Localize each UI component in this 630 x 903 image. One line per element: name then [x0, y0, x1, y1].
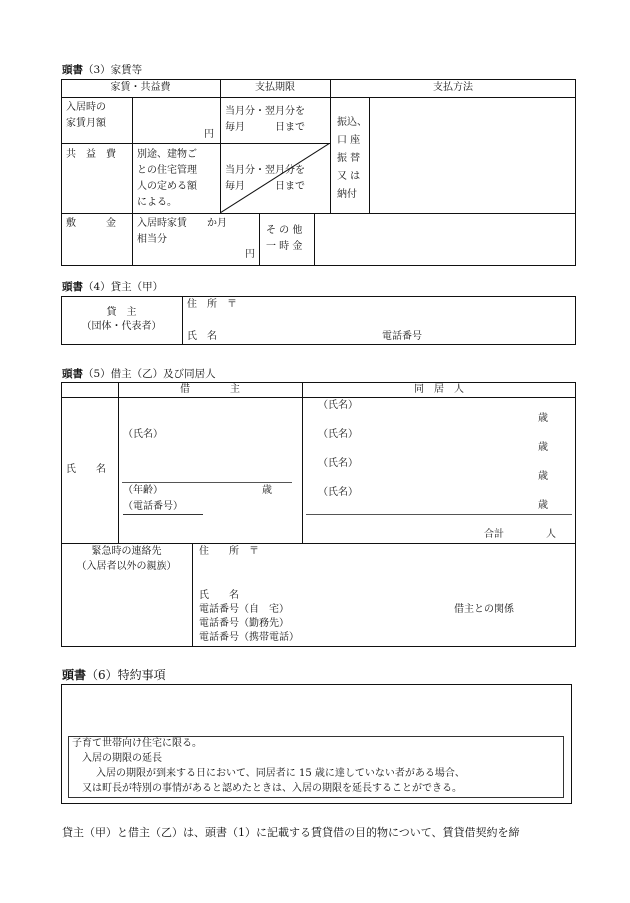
- method-text-1: 振込、: [337, 117, 367, 128]
- method-text-2: 口 座: [337, 135, 361, 146]
- cohabitant-age-unit: 歳: [538, 500, 548, 511]
- lessor-label-2: （団体・代表者）: [81, 321, 162, 332]
- section4-heading: 頭書（4）貸主（甲）: [62, 281, 164, 293]
- emergency-phone-mobile: 電話番号（携帯電話）: [199, 632, 299, 643]
- due-text-2: 毎月 日まで: [225, 122, 305, 133]
- emergency-contact-label: 緊急時の連絡先: [91, 546, 162, 557]
- special-term-line: 入居の期限の延長: [82, 753, 162, 764]
- cohabitant-name: （氏名）: [318, 400, 358, 411]
- other-fee-label-2: 一 時 金: [266, 241, 303, 252]
- total-unit: 人: [546, 529, 556, 540]
- special-term-line: 又は町長が特別の事情があると認めたときは、入居の期限を延長することができる。: [82, 783, 462, 794]
- cohabitant-name: （氏名）: [318, 458, 358, 469]
- common-fee-text-3: 人の定める額: [137, 181, 197, 192]
- section5-heading: 頭書（5）借主（乙）及び同居人: [62, 368, 216, 380]
- lessor-name: 氏 名: [187, 331, 217, 342]
- diagonal-line: [220, 143, 330, 213]
- lessor-address: 住 所 〒: [187, 299, 237, 310]
- common-fee-label: 共 益 費: [66, 149, 116, 160]
- due-text-1: 当月分・翌月分を: [225, 106, 305, 117]
- cohabitant-name: （氏名）: [318, 487, 358, 498]
- contract-intro-text: 貸主（甲）と借主（乙）は、頭書（1）に記載する賃貸借の目的物について、賃貸借契約を締: [62, 826, 520, 839]
- method-text-5: 納付: [337, 189, 357, 200]
- lessor-label: 貸 主: [106, 307, 137, 318]
- lessee-phone: （電話番号）: [123, 500, 203, 515]
- lessor-phone: 電話番号: [382, 331, 422, 342]
- col-lessee-header: 借 主: [180, 384, 240, 395]
- deposit-text-2: 相当分: [137, 234, 167, 245]
- rent-yen: 円: [204, 129, 214, 140]
- col-cohabitant-header: 同 居 人: [414, 384, 464, 395]
- common-fee-text-4: による。: [137, 197, 177, 208]
- due-text-4: 毎月 日まで: [225, 181, 305, 192]
- cohabitant-age-unit: 歳: [538, 413, 548, 424]
- special-term-line: 子育て世帯向け住宅に限る。: [72, 738, 202, 749]
- section6-heading: 頭書（6）特約事項: [62, 668, 166, 682]
- deposit-label: 敷 金: [66, 218, 116, 229]
- deposit-yen: 円: [245, 249, 255, 260]
- emergency-phone-work: 電話番号（勤務先）: [199, 618, 289, 629]
- other-fee-label: そ の 他: [266, 225, 303, 236]
- total-label: 合計: [484, 529, 504, 540]
- method-text-4: 又 は: [337, 171, 361, 182]
- common-fee-text: 別途、建物ご: [137, 149, 197, 160]
- cohabitant-name: （氏名）: [318, 429, 358, 440]
- emergency-name: 氏 名: [199, 590, 239, 601]
- lessee-age: （年齢）: [123, 485, 163, 496]
- cohabitant-age-unit: 歳: [538, 471, 548, 482]
- deposit-text: 入居時家賃 か月: [137, 218, 227, 229]
- cohabitant-age-unit: 歳: [538, 442, 548, 453]
- special-term-line: 入居の期限が到来する日において、同居者に 15 歳に達していない者がある場合、: [96, 768, 465, 779]
- lessee-name: （氏名）: [123, 429, 163, 440]
- emergency-contact-label-2: （入居者以外の親族）: [76, 561, 177, 572]
- name-row-label: 氏 名: [66, 464, 106, 475]
- common-fee-text-2: との住宅管理: [137, 165, 197, 176]
- col-due-header: 支払期限: [255, 82, 295, 93]
- emergency-phone-home: 電話番号（自 宅）: [199, 604, 289, 615]
- relation-label: 借主との関係: [454, 604, 514, 615]
- rent-label-2: 家賃月額: [66, 118, 106, 129]
- method-text-3: 振 替: [337, 153, 361, 164]
- col-rent-header: 家賃・共益費: [110, 82, 171, 93]
- rent-label: 入居時の: [66, 102, 106, 113]
- due-text-3: 当月分・翌月分を: [225, 165, 305, 176]
- section3-heading: 頭書（3）家賃等: [62, 64, 143, 76]
- col-method-header: 支払方法: [433, 82, 473, 93]
- lessee-age-unit: 歳: [262, 485, 272, 496]
- emergency-address: 住 所 〒: [199, 546, 259, 557]
